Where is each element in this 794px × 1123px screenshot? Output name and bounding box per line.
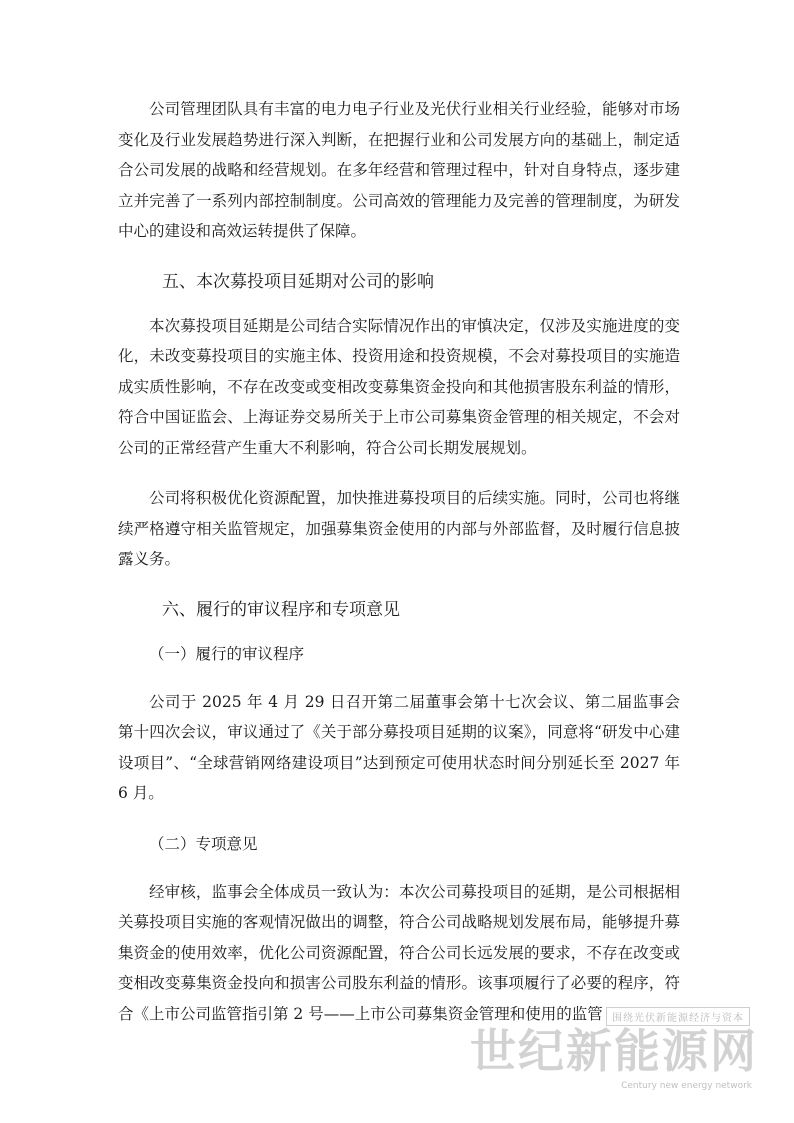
watermark-banner: 围绕光伏新能源经济与资本: [606, 1007, 750, 1026]
section-5-heading: 五、本次募投项目延期对公司的影响: [162, 271, 434, 292]
watermark-logo: [470, 1007, 758, 1107]
watermark-subtitle: Century new energy network: [621, 1081, 752, 1091]
subsection-2-heading: （二）专项意见: [149, 834, 258, 853]
section-6-heading: 六、履行的审议程序和专项意见: [162, 599, 400, 620]
paragraph-review-procedure: 公司于 2025 年 4 月 29 日召开第二届董事会第十七次会议、第二届监事会第十四次会议，审议通过了《关于部分募投项目延期的议案》，同意将“研发中心建设项目”、“全球营销网络建设项目”达到预定可使用状态时间分别延长至 2027 年 6 月。: [118, 692, 680, 802]
paragraph-impact: 本次募投项目延期是公司结合实际情况作出的审慎决定，仅涉及实施进度的变化，未改变募投项目的实施主体、投资用途和投资规模，不会对募投项目的实施造成实质性影响，不存在改变或变相改变募集资金投向和其他损害股东利益的情形，符合中国证监会、上海证券交易所关于上市公司募集资金管理的相关规定，不会对公司的正常经营产生重大不利影响，符合公司长期发展规划。: [118, 316, 680, 457]
paragraph-special-opinion: 经审核，监事会全体成员一致认为：本次公司募投项目的延期，是公司根据相关募投项目实施的客观情况做出的调整，符合公司战略规划发展布局，能够提升募集资金的使用效率，优化公司资源配置，符合公司长远发展的要求，不存在改变或变相改变募集资金投向和损害公司股东利益的情形。该事项履行了必要的程序，符合《上市公司监管指引第 2 号——上市公司募集资金管理和使用的监管: [118, 882, 680, 1023]
watermark-name: 世纪新能源网: [470, 1024, 758, 1078]
subsection-1-heading: （一）履行的审议程序: [149, 644, 305, 663]
paragraph-management: 公司管理团队具有丰富的电力电子行业及光伏行业相关行业经验，能够对市场变化及行业发展趋势进行深入判断，在把握行业和公司发展方向的基础上，制定适合公司发展的战略和经营规划。在多年经营和管理过程中，针对自身特点，逐步建立并完善了一系列内部控制制度。公司高效的管理能力及完善的管理制度，为研发中心的建设和高效运转提供了保障。: [118, 100, 680, 240]
document-body: [118, 94, 680, 1049]
paragraph-follow-up: 公司将积极优化资源配置，加快推进募投项目的后续实施。同时，公司也将继续严格遵守相关监管规定，加强募集资金使用的内部与外部监督，及时履行信息披露义务。: [118, 489, 680, 568]
